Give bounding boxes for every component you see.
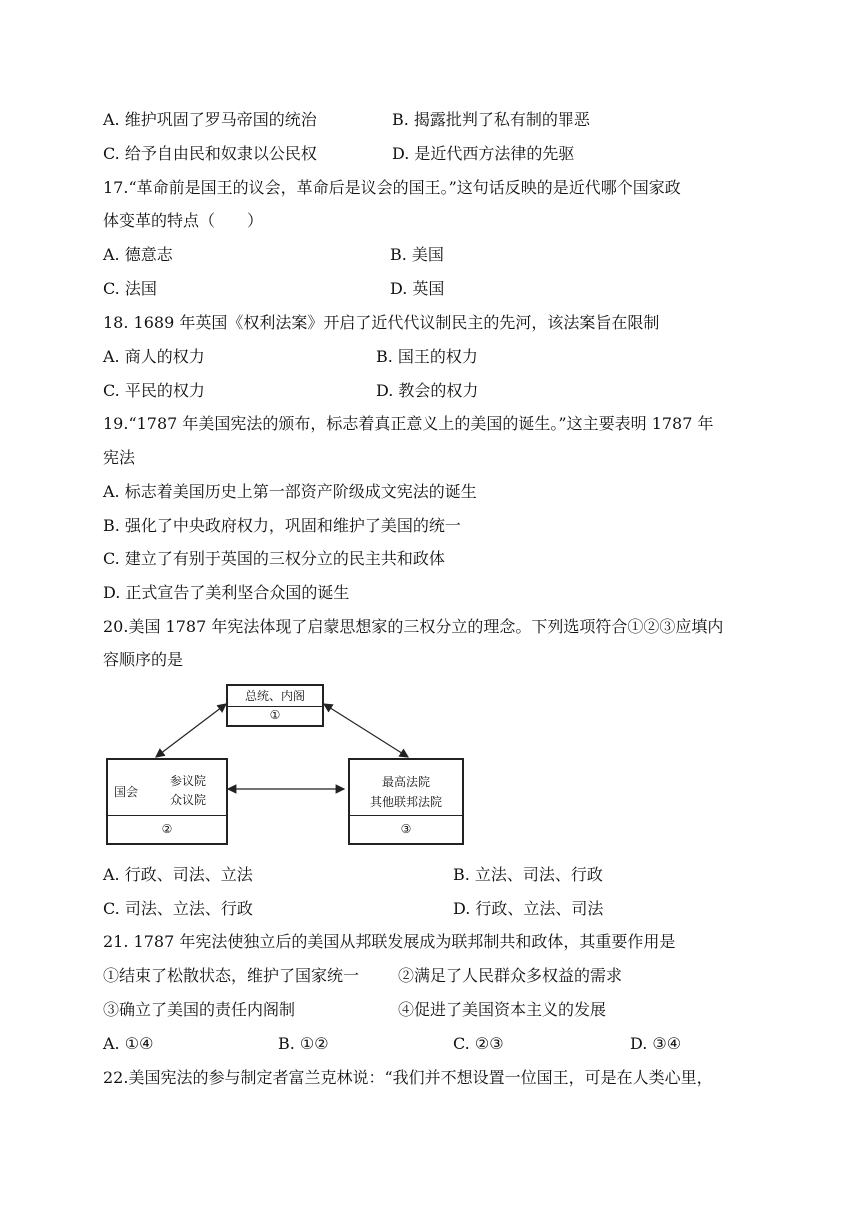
q21-option-a: A. ①④ — [103, 1034, 154, 1053]
q20-stem-line-2: 容顺序的是 — [103, 650, 184, 669]
q16-option-a: A. 维护巩固了罗马帝国的统治 — [103, 110, 317, 129]
supreme-court-label: 最高法院 — [381, 775, 430, 789]
q22-stem-line-1: 22.美国宪法的参与制定者富兰克林说：“我们并不想设置一位国王，可是在人类心里， — [103, 1068, 713, 1087]
q19-option-b: B. 强化了中央政府权力，巩固和维护了美国的统一 — [103, 516, 461, 535]
q19-option-a: A. 标志着美国历史上第一部资产阶级成文宪法的诞生 — [103, 482, 477, 501]
congress-label: 国会 — [114, 785, 139, 799]
q17-option-a: A. 德意志 — [103, 245, 173, 264]
q21-statement-3: ③确立了美国的责任内阁制 — [103, 1000, 296, 1019]
q19-stem-line-2: 宪法 — [103, 448, 136, 467]
q21-option-b: B. ①② — [278, 1034, 329, 1053]
q16-option-c: C. 给予自由民和奴隶以公民权 — [103, 144, 317, 163]
legislative-box-blank: ② — [108, 815, 226, 843]
q18-option-c: C. 平民的权力 — [103, 381, 205, 400]
q20-option-c: C. 司法、立法、行政 — [103, 899, 253, 918]
federal-courts-label: 其他联邦法院 — [369, 795, 442, 809]
arrow-executive-legislative — [156, 704, 226, 757]
q19-option-c: C. 建立了有别于英国的三权分立的民主共和政体 — [103, 549, 445, 568]
q21-stem-line-1: 21. 1787 年宪法使独立后的美国从邦联发展成为联邦制共和政体，其重要作用是 — [103, 932, 676, 951]
q20-stem-line-1: 20.美国 1787 年宪法体现了启蒙思想家的三权分立的理念。下列选项符合①②③应填内 — [103, 617, 724, 636]
house-label: 众议院 — [170, 793, 207, 807]
q21-statement-1: ①结束了松散状态，维护了国家统一 — [103, 966, 360, 985]
q20-option-a: A. 行政、司法、立法 — [103, 865, 253, 884]
senate-label: 参议院 — [170, 774, 207, 788]
q17-option-d: D. 英国 — [390, 279, 445, 298]
q19-option-d: D. 正式宣告了美利坚合众国的诞生 — [103, 583, 350, 602]
q21-option-c: C. ②③ — [453, 1034, 504, 1053]
q21-statement-2: ②满足了人民群众多权益的需求 — [398, 966, 623, 985]
arrow-executive-judicial — [324, 704, 408, 757]
q18-option-d: D. 教会的权力 — [376, 381, 479, 400]
executive-box-blank: ① — [269, 708, 281, 722]
q19-stem-line-1: 19.“1787 年美国宪法的颁布，标志着真正意义上的美国的诞生。”这主要表明 1787 年 — [103, 414, 714, 433]
q21-statement-4: ④促进了美国资本主义的发展 — [398, 1000, 607, 1019]
judicial-box — [348, 758, 464, 845]
executive-box-title: 总统、内阁 — [228, 686, 322, 707]
separation-of-powers-diagram — [100, 678, 480, 848]
q20-option-b: B. 立法、司法、行政 — [453, 865, 603, 884]
q17-option-c: C. 法国 — [103, 279, 157, 298]
q17-stem-line-2: 体变革的特点（ ） — [103, 211, 264, 230]
judicial-box-blank: ③ — [350, 815, 462, 843]
q16-option-b: B. 揭露批判了私有制的罪恶 — [392, 110, 590, 129]
q18-option-a: A. 商人的权力 — [103, 347, 205, 366]
q21-option-d: D. ③④ — [630, 1034, 682, 1053]
legislative-box — [106, 758, 228, 845]
q17-option-b: B. 美国 — [390, 245, 444, 264]
q16-option-d: D. 是近代西方法律的先驱 — [392, 144, 575, 163]
executive-box — [226, 684, 324, 727]
q18-option-b: B. 国王的权力 — [376, 347, 478, 366]
q17-stem-line-1: 17.“革命前是国王的议会，革命后是议会的国王。”这句话反映的是近代哪个国家政 — [103, 178, 681, 197]
q18-stem-line-1: 18. 1689 年英国《权利法案》开启了近代代议制民主的先河，该法案旨在限制 — [103, 313, 660, 332]
q20-option-d: D. 行政、立法、司法 — [453, 899, 604, 918]
